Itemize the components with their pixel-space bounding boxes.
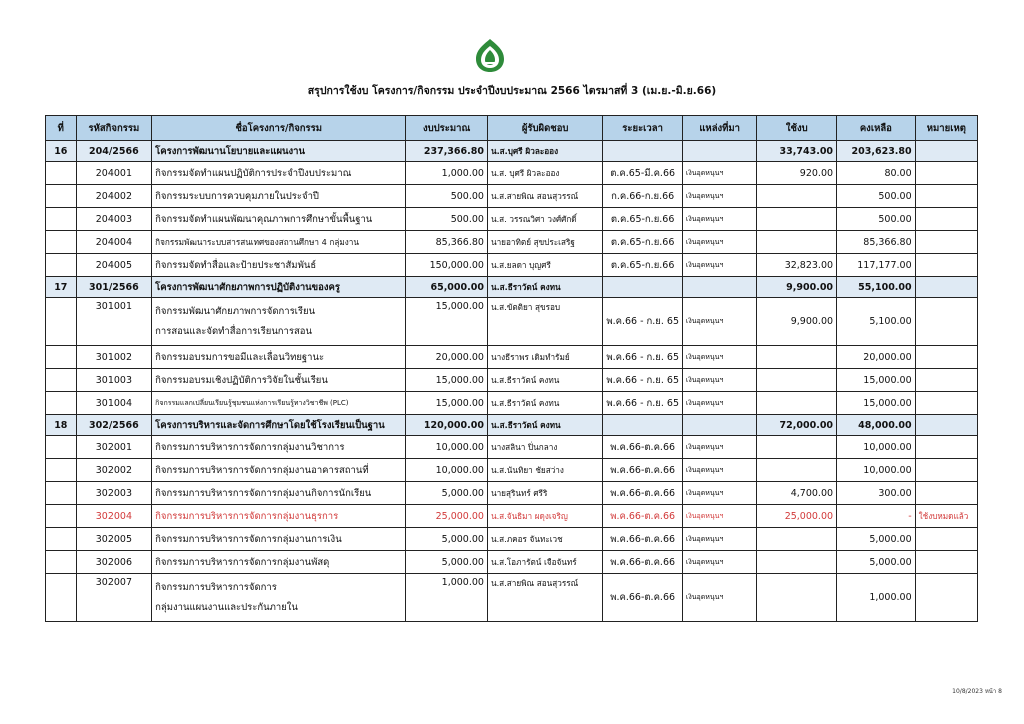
cell-note xyxy=(915,277,977,298)
cell-name: กิจกรรมจัดทำสื่อและป้ายประชาสัมพันธ์ xyxy=(152,254,406,277)
cell-spent: 32,823.00 xyxy=(757,254,837,277)
cell-period: ต.ค.65-ก.ย.66 xyxy=(603,208,683,231)
table-header-row xyxy=(46,116,978,141)
cell-name: กิจกรรมแลกเปลี่ยนเรียนรู้ชุมชนแห่งการเรียนรู้ทางวิชาชีพ (PLC) xyxy=(152,392,406,415)
activity-row xyxy=(46,298,978,346)
cell-note xyxy=(915,185,977,208)
page-footer: 10/8/2023 หน้า 8 xyxy=(952,688,1002,695)
cell-owner: น.ส.ยลดา บุญศรี xyxy=(487,254,602,277)
cell-note: ใช้งบหมดแล้ว xyxy=(915,505,977,528)
cell-code: 204001 xyxy=(76,162,152,185)
cell-period: พ.ค.66-ต.ค.66 xyxy=(603,505,683,528)
cell-remain: - xyxy=(837,505,916,528)
cell-note xyxy=(915,369,977,392)
cell-code: 204005 xyxy=(76,254,152,277)
cell-name: กิจกรรมการบริหารการจัดการกลุ่มงานธุรการ xyxy=(152,505,406,528)
cell-owner: น.ส.ภคอร จันทะเวช xyxy=(487,528,602,551)
cell-no xyxy=(46,574,77,622)
cell-budget: 20,000.00 xyxy=(406,346,488,369)
cell-owner: นางธีราพร เดิมทำรัมย์ xyxy=(487,346,602,369)
cell-budget: 5,000.00 xyxy=(406,482,488,505)
cell-remain: 10,000.00 xyxy=(837,436,916,459)
cell-spent xyxy=(757,459,837,482)
cell-period: พ.ค.66-ต.ค.66 xyxy=(603,459,683,482)
header-code: รหัสกิจกรรม xyxy=(76,116,152,141)
cell-budget: 85,366.80 xyxy=(406,231,488,254)
cell-name-line1: กิจกรรมพัฒนาศักยภาพการจัดการเรียน xyxy=(155,305,316,317)
cell-note xyxy=(915,574,977,622)
cell-code: 204003 xyxy=(76,208,152,231)
cell-source: เงินอุดหนุนฯ xyxy=(682,254,757,277)
cell-no xyxy=(46,436,77,459)
header-no: ที่ xyxy=(46,116,77,141)
cell-note xyxy=(915,392,977,415)
cell-spent xyxy=(757,208,837,231)
cell-name: กิจกรรมการบริหารการจัดการกลุ่มงานการเงิน xyxy=(152,528,406,551)
cell-no: 18 xyxy=(46,415,77,436)
cell-period: พ.ค.66-ต.ค.66 xyxy=(603,551,683,574)
cell-remain: 5,000.00 xyxy=(837,528,916,551)
cell-remain: 80.00 xyxy=(837,162,916,185)
cell-source xyxy=(682,141,757,162)
cell-code: 301/2566 xyxy=(76,277,152,298)
cell-remain: 15,000.00 xyxy=(837,369,916,392)
cell-owner: น.ส.ธีราวัตน์ คงทน xyxy=(487,415,602,436)
cell-remain: 55,100.00 xyxy=(837,277,916,298)
cell-code: 302001 xyxy=(76,436,152,459)
cell-spent xyxy=(757,574,837,622)
cell-name xyxy=(152,574,406,622)
cell-name: กิจกรรมการบริหารการจัดการกลุ่มงานพัสดุ xyxy=(152,551,406,574)
cell-spent xyxy=(757,551,837,574)
cell-owner: นางสลินา ปิ่นกลาง xyxy=(487,436,602,459)
cell-owner: นายอาทิตย์ สุขประเสริฐ xyxy=(487,231,602,254)
cell-code: 204004 xyxy=(76,231,152,254)
cell-note xyxy=(915,459,977,482)
cell-remain: 500.00 xyxy=(837,185,916,208)
cell-code: 302002 xyxy=(76,459,152,482)
activity-row xyxy=(46,208,978,231)
cell-name-line2: การสอนและจัดทำสื่อการเรียนการสอน xyxy=(155,325,312,337)
cell-spent xyxy=(757,528,837,551)
cell-no xyxy=(46,298,77,346)
cell-no xyxy=(46,254,77,277)
cell-code: 302005 xyxy=(76,528,152,551)
cell-spent: 25,000.00 xyxy=(757,505,837,528)
header-source: แหล่งที่มา xyxy=(682,116,757,141)
cell-note xyxy=(915,482,977,505)
header-remain: คงเหลือ xyxy=(837,116,916,141)
cell-source: เงินอุดหนุนฯ xyxy=(682,459,757,482)
cell-name: โครงการบริหารและจัดการศึกษาโดยใช้โรงเรียนเป็นฐาน xyxy=(152,415,406,436)
cell-no xyxy=(46,208,77,231)
cell-source: เงินอุดหนุนฯ xyxy=(682,482,757,505)
cell-remain: 1,000.00 xyxy=(837,574,916,622)
cell-period: พ.ค.66 - ก.ย. 65 xyxy=(603,369,683,392)
cell-name: โครงการพัฒนาศักยภาพการปฏิบัติงานของครู xyxy=(152,277,406,298)
activity-row xyxy=(46,231,978,254)
header-owner: ผู้รับผิดชอบ xyxy=(487,116,602,141)
cell-note xyxy=(915,436,977,459)
cell-name: กิจกรรมระบบการควบคุมภายในประจำปี xyxy=(152,185,406,208)
cell-period: พ.ค.66-ต.ค.66 xyxy=(603,528,683,551)
cell-name: กิจกรรมอบรมการขอมีและเลื่อนวิทยฐานะ xyxy=(152,346,406,369)
cell-code: 204002 xyxy=(76,185,152,208)
cell-budget: 5,000.00 xyxy=(406,551,488,574)
cell-no xyxy=(46,482,77,505)
cell-note xyxy=(915,208,977,231)
header-spent: ใช้งบ xyxy=(757,116,837,141)
cell-note xyxy=(915,231,977,254)
school-emblem-icon xyxy=(474,38,506,74)
project-row xyxy=(46,277,978,298)
cell-no xyxy=(46,162,77,185)
activity-row xyxy=(46,436,978,459)
cell-name: กิจกรรมจัดทำแผนปฏิบัติการประจำปีงบประมาณ xyxy=(152,162,406,185)
cell-no xyxy=(46,505,77,528)
cell-budget: 120,000.00 xyxy=(406,415,488,436)
page-title: สรุปการใช้งบ โครงการ/กิจกรรม ประจำปีงบประมาณ 2566 ไตรมาสที่ 3 (เม.ย.-มิ.ย.66) xyxy=(307,85,717,97)
cell-source: เงินอุดหนุนฯ xyxy=(682,231,757,254)
cell-remain: 203,623.80 xyxy=(837,141,916,162)
cell-name: กิจกรรมการบริหารการจัดการกลุ่มงานอาคารสถานที่ xyxy=(152,459,406,482)
cell-name: โครงการพัฒนานโยบายและแผนงาน xyxy=(152,141,406,162)
cell-budget: 500.00 xyxy=(406,208,488,231)
cell-period: พ.ค.66-ต.ค.66 xyxy=(603,574,683,622)
cell-remain: 5,100.00 xyxy=(837,298,916,346)
cell-source: เงินอุดหนุนฯ xyxy=(682,551,757,574)
cell-code: 302003 xyxy=(76,482,152,505)
cell-source: เงินอุดหนุนฯ xyxy=(682,369,757,392)
cell-no xyxy=(46,459,77,482)
cell-no xyxy=(46,528,77,551)
cell-code: 302/2566 xyxy=(76,415,152,436)
cell-code: 301003 xyxy=(76,369,152,392)
cell-no: 16 xyxy=(46,141,77,162)
cell-owner: น.ส. บุศรี ผิวละออง xyxy=(487,162,602,185)
cell-spent: 72,000.00 xyxy=(757,415,837,436)
cell-name: กิจกรรมการบริหารการจัดการกลุ่มงานวิชาการ xyxy=(152,436,406,459)
activity-row xyxy=(46,162,978,185)
activity-row xyxy=(46,185,978,208)
cell-no xyxy=(46,369,77,392)
cell-code: 301002 xyxy=(76,346,152,369)
cell-budget: 25,000.00 xyxy=(406,505,488,528)
cell-period: พ.ค.66 - ก.ย. 65 xyxy=(603,346,683,369)
cell-budget: 15,000.00 xyxy=(406,392,488,415)
cell-remain: 48,000.00 xyxy=(837,415,916,436)
cell-owner: นายสุรินทร์ ศรีริ xyxy=(487,482,602,505)
cell-code: 301001 xyxy=(76,298,152,346)
cell-owner: น.ส.ธีราวัตน์ คงทน xyxy=(487,392,602,415)
cell-owner: น.ส.นันทิยา ชัยสว่าง xyxy=(487,459,602,482)
cell-note xyxy=(915,528,977,551)
cell-note xyxy=(915,298,977,346)
cell-remain: 300.00 xyxy=(837,482,916,505)
cell-budget: 10,000.00 xyxy=(406,436,488,459)
activity-row xyxy=(46,574,978,622)
cell-code: 302004 xyxy=(76,505,152,528)
cell-budget: 237,366.80 xyxy=(406,141,488,162)
cell-budget: 10,000.00 xyxy=(406,459,488,482)
cell-remain: 5,000.00 xyxy=(837,551,916,574)
cell-source: เงินอุดหนุนฯ xyxy=(682,528,757,551)
cell-name-line2: กลุ่มงานแผนงานและประกันภายใน xyxy=(155,601,298,613)
cell-owner: น.ส.ธีราวัตน์ คงทน xyxy=(487,277,602,298)
cell-source xyxy=(682,415,757,436)
cell-budget: 150,000.00 xyxy=(406,254,488,277)
cell-note xyxy=(915,346,977,369)
cell-period: ต.ค.65-ก.ย.66 xyxy=(603,231,683,254)
cell-owner: น.ส.สายพิณ สอนสุวรรณ์ xyxy=(487,185,602,208)
cell-period: พ.ค.66-ต.ค.66 xyxy=(603,482,683,505)
cell-remain: 20,000.00 xyxy=(837,346,916,369)
cell-remain: 85,366.80 xyxy=(837,231,916,254)
cell-note xyxy=(915,141,977,162)
activity-row xyxy=(46,459,978,482)
cell-note xyxy=(915,254,977,277)
activity-row xyxy=(46,482,978,505)
cell-owner: น.ส.จันธิมา ผดุงเจริญ xyxy=(487,505,602,528)
cell-spent: 9,900.00 xyxy=(757,298,837,346)
cell-name-line1: กิจกรรมการบริหารการจัดการ xyxy=(155,581,277,593)
cell-source: เงินอุดหนุนฯ xyxy=(682,436,757,459)
cell-owner: น.ส.ธีราวัตน์ คงทน xyxy=(487,369,602,392)
cell-spent: 9,900.00 xyxy=(757,277,837,298)
cell-budget: 65,000.00 xyxy=(406,277,488,298)
cell-code: 301004 xyxy=(76,392,152,415)
cell-period: พ.ค.66 - ก.ย. 65 xyxy=(603,298,683,346)
project-row xyxy=(46,141,978,162)
activity-row xyxy=(46,528,978,551)
cell-source: เงินอุดหนุนฯ xyxy=(682,208,757,231)
cell-name xyxy=(152,298,406,346)
cell-no xyxy=(46,392,77,415)
activity-row xyxy=(46,551,978,574)
cell-period xyxy=(603,141,683,162)
cell-no xyxy=(46,551,77,574)
cell-period: พ.ค.66-ต.ค.66 xyxy=(603,436,683,459)
cell-spent: 33,743.00 xyxy=(757,141,837,162)
cell-remain: 117,177.00 xyxy=(837,254,916,277)
cell-spent xyxy=(757,185,837,208)
cell-budget: 15,000.00 xyxy=(406,369,488,392)
cell-note xyxy=(915,415,977,436)
cell-code: 204/2566 xyxy=(76,141,152,162)
cell-period: ก.ค.66-ก.ย.66 xyxy=(603,185,683,208)
cell-spent: 4,700.00 xyxy=(757,482,837,505)
cell-remain: 10,000.00 xyxy=(837,459,916,482)
cell-source: เงินอุดหนุนฯ xyxy=(682,505,757,528)
cell-name: กิจกรรมจัดทำแผนพัฒนาคุณภาพการศึกษาขั้นพื้นฐาน xyxy=(152,208,406,231)
cell-source: เงินอุดหนุนฯ xyxy=(682,392,757,415)
cell-source: เงินอุดหนุนฯ xyxy=(682,185,757,208)
cell-spent: 920.00 xyxy=(757,162,837,185)
header-name: ชื่อโครงการ/กิจกรรม xyxy=(152,116,406,141)
cell-source: เงินอุดหนุนฯ xyxy=(682,298,757,346)
cell-source: เงินอุดหนุนฯ xyxy=(682,162,757,185)
cell-no xyxy=(46,231,77,254)
cell-budget: 5,000.00 xyxy=(406,528,488,551)
cell-remain: 15,000.00 xyxy=(837,392,916,415)
cell-code: 302007 xyxy=(76,574,152,622)
cell-budget: 1,000.00 xyxy=(406,574,488,622)
cell-owner: น.ส.ขัตติยา สุขรอบ xyxy=(487,298,602,346)
cell-no xyxy=(46,346,77,369)
cell-budget: 500.00 xyxy=(406,185,488,208)
activity-row xyxy=(46,346,978,369)
cell-code: 302006 xyxy=(76,551,152,574)
header-budget: งบประมาณ xyxy=(406,116,488,141)
cell-period xyxy=(603,415,683,436)
header-period: ระยะเวลา xyxy=(603,116,683,141)
cell-spent xyxy=(757,369,837,392)
activity-row-alert xyxy=(46,505,978,528)
cell-note xyxy=(915,551,977,574)
cell-period: พ.ค.66 - ก.ย. 65 xyxy=(603,392,683,415)
cell-source: เงินอุดหนุนฯ xyxy=(682,574,757,622)
budget-table xyxy=(45,115,978,622)
cell-owner: น.ส.โอภารัตน์ เจือจันทร์ xyxy=(487,551,602,574)
cell-budget: 15,000.00 xyxy=(406,298,488,346)
cell-owner: น.ส.สายพิณ สอนสุวรรณ์ xyxy=(487,574,602,622)
activity-row xyxy=(46,369,978,392)
header-note: หมายเหตุ xyxy=(915,116,977,141)
cell-source: เงินอุดหนุนฯ xyxy=(682,346,757,369)
cell-name: กิจกรรมพัฒนาระบบสารสนเทศของสถานศึกษา 4 กลุ่มงาน xyxy=(152,231,406,254)
cell-remain: 500.00 xyxy=(837,208,916,231)
cell-name: กิจกรรมการบริหารการจัดการกลุ่มงานกิจการนักเรียน xyxy=(152,482,406,505)
project-row xyxy=(46,415,978,436)
cell-period: ต.ค.65-ก.ย.66 xyxy=(603,254,683,277)
cell-period: ต.ค.65-มี.ค.66 xyxy=(603,162,683,185)
cell-note xyxy=(915,162,977,185)
cell-budget: 1,000.00 xyxy=(406,162,488,185)
cell-source xyxy=(682,277,757,298)
cell-name: กิจกรรมอบรมเชิงปฏิบัติการวิจัยในชั้นเรียน xyxy=(152,369,406,392)
cell-spent xyxy=(757,436,837,459)
cell-owner: น.ส. วรรณวิศา วงศ์ศักดิ์ xyxy=(487,208,602,231)
cell-spent xyxy=(757,392,837,415)
cell-no xyxy=(46,185,77,208)
activity-row xyxy=(46,392,978,415)
cell-owner: น.ส.บุศรี ผิวละออง xyxy=(487,141,602,162)
cell-period xyxy=(603,277,683,298)
cell-spent xyxy=(757,231,837,254)
cell-spent xyxy=(757,346,837,369)
cell-no: 17 xyxy=(46,277,77,298)
activity-row xyxy=(46,254,978,277)
